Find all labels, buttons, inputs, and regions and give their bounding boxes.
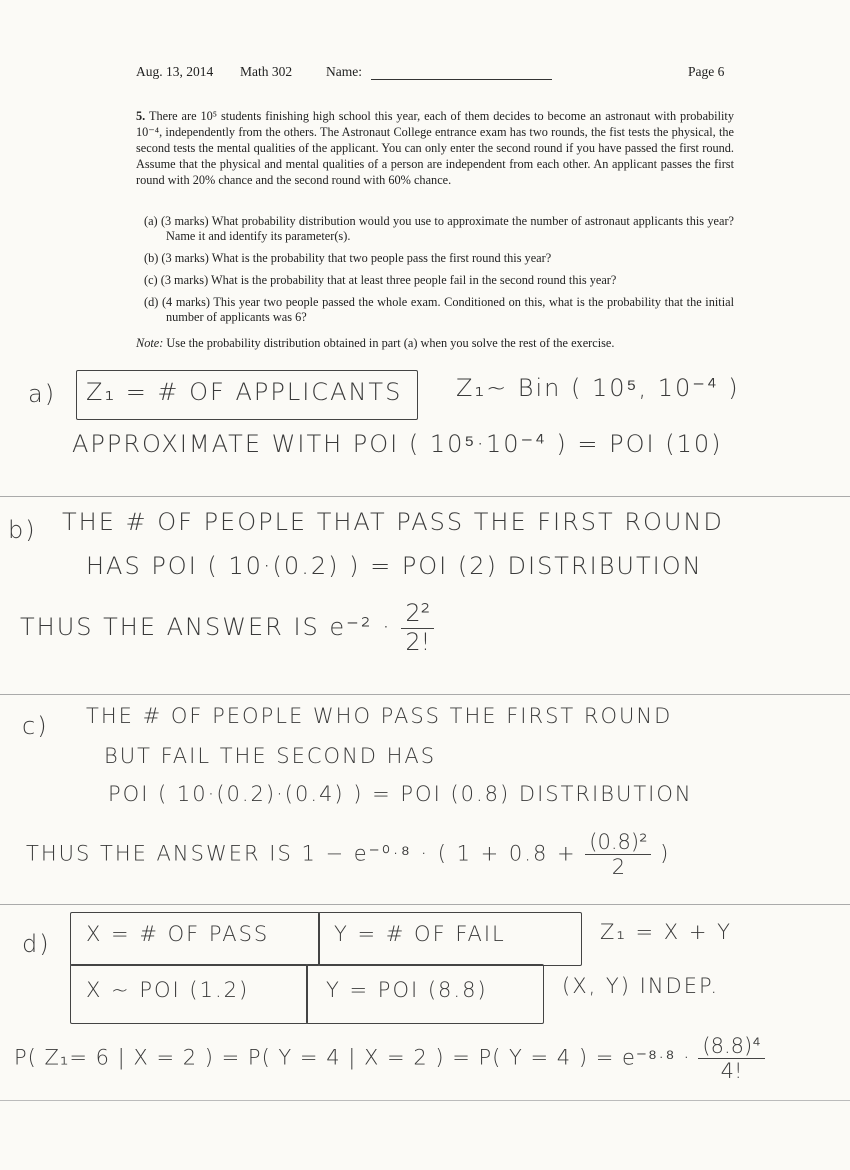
answer-d-final [14,1034,765,1083]
answer-d-y-distribution: Y = POI (8.8) [326,978,488,1002]
problem-parts [144,214,734,332]
answer-d-independence: (X, Y) INDEP. [562,974,720,998]
answer-a-definition: Z₁ = # OF APPLICANTS [86,378,403,406]
answer-d-z-relation: Z₁ = X + Y [600,920,732,944]
problem-text: There are 10⁵ students finishing high school this year, each of them decides to become an astronaut with probability 10⁻⁴, independently from the others. The Astronaut College entrance exam has two rounds, the fist tests the physical, the second tests the mental qualities of the applicant. You can only enter the second round if you have passed the first round. Assume that the physical and mental qualities of a person are independent from each other. An applicant passes the first round with 20% chance and the second round with 60% chance. [136,109,735,187]
answer-d-x-definition: X = # OF PASS [86,922,270,946]
divider-a-b [0,496,850,497]
answer-c-line4 [26,830,670,879]
problem-statement [136,108,734,188]
answer-a-approximation: APPROXIMATE WITH POI ( 10⁵·10⁻⁴ ) = POI (10) [72,430,723,458]
answer-b-frac-denominator: 2! [405,627,431,656]
answer-a-label: a) [28,380,57,408]
answer-c-line3: POI ( 10·(0.2)·(0.4) ) = POI (0.8) DISTRIBUTION [108,782,693,806]
problem-number: 5. [136,109,146,123]
part-a-question: (a) (3 marks) What probability distribution would you use to approximate the number of astronaut applicants this year? Name it and identify its parameter(s). [144,214,734,243]
name-blank-line [371,79,552,80]
header-date: Aug. 13, 2014 [136,64,214,79]
answer-d-fraction [698,1034,764,1083]
answer-d-y-definition: Y = # OF FAIL [334,922,506,946]
problem-note [136,336,614,351]
answer-c-expression: THUS THE ANSWER IS 1 − e⁻⁰·⁸ · ( 1 + 0.8 + [26,841,577,866]
answer-c-close-paren: ) [660,841,671,866]
answer-c-line2: BUT FAIL THE SECOND HAS [104,744,437,768]
answer-b-frac-numerator: 2² [401,600,434,629]
answer-c-label: c) [22,712,49,740]
answer-d-frac-numerator: (8.8)⁴ [698,1034,764,1059]
answer-b-line1: THE # OF PEOPLE THAT PASS THE FIRST ROUND [62,508,724,536]
answer-c-frac-numerator: (0.8)² [585,830,651,855]
part-b-question: (b) (3 marks) What is the probability that two people pass the first round this year? [144,251,552,265]
header-page-number: Page 6 [688,64,725,79]
answer-d-x-distribution: X ~ POI (1.2) [86,978,250,1002]
answer-c-line1: THE # OF PEOPLE WHO PASS THE FIRST ROUND [86,704,673,728]
answer-c-frac-denominator: 2 [611,855,626,880]
divider-b-c [0,694,850,695]
answer-b-line2: HAS POI ( 10·(0.2) ) = POI (2) DISTRIBUTION [86,552,703,580]
answer-a-binomial: Z₁~ Bin ( 10⁵, 10⁻⁴ ) [456,374,740,402]
divider-bottom [0,1100,850,1101]
answer-b-expression: THUS THE ANSWER IS e⁻² · [20,613,392,642]
header-course: Math 302 [240,64,293,79]
answer-b-line3 [20,600,434,656]
part-c-question: (c) (3 marks) What is the probability that at least three people fail in the second round this year? [144,273,617,287]
answer-d-expression: P( Z₁= 6 | X = 2 ) = P( Y = 4 | X = 2 ) = P( Y = 4 ) = e⁻⁸·⁸ · [14,1045,691,1070]
header-name-label: Name: [326,64,362,79]
answer-d-label: d) [22,930,51,958]
note-text: Use the probability distribution obtained in part (a) when you solve the rest of the exercise. [166,336,615,350]
answer-d-frac-denominator: 4! [720,1059,743,1084]
answer-b-fraction [401,600,434,656]
note-label: Note: [136,336,164,350]
part-d-question: (d) (4 marks) This year two people passed the whole exam. Conditioned on this, what is the probability that the initial number of applicants was 6? [144,295,734,324]
answer-c-fraction [585,830,651,879]
answer-b-label: b) [8,516,37,544]
divider-c-d [0,904,850,905]
